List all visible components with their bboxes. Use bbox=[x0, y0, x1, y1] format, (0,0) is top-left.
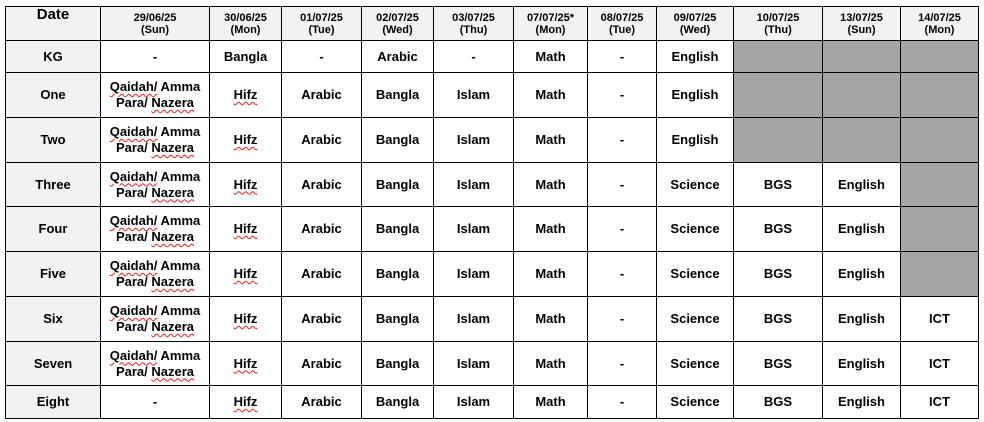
table-cell: Bangla bbox=[362, 73, 434, 118]
table-cell: - bbox=[588, 73, 657, 118]
table-cell: English bbox=[823, 207, 901, 252]
column-day: (Wed) bbox=[382, 23, 413, 36]
table-cell: ICT bbox=[901, 386, 979, 419]
cell-text: Nazera bbox=[151, 319, 195, 334]
row-label: One bbox=[6, 73, 101, 118]
table-cell: Math bbox=[514, 73, 588, 118]
cell-text: Qaidah/ bbox=[109, 79, 158, 94]
cell-text: Para/ bbox=[115, 229, 148, 244]
shaded-cell bbox=[734, 73, 823, 118]
date-header: Date bbox=[6, 7, 101, 41]
row-label: Two bbox=[6, 118, 101, 163]
table-cell: English bbox=[657, 118, 734, 163]
column-date: 14/07/25 bbox=[918, 11, 961, 24]
column-date: 08/07/25 bbox=[600, 11, 644, 24]
table-cell bbox=[210, 118, 282, 163]
table-cell: Bangla bbox=[362, 118, 434, 163]
cell-text: Qaidah/ bbox=[109, 124, 158, 139]
table-cell: Math bbox=[514, 297, 588, 342]
table-cell: Islam bbox=[434, 386, 514, 419]
table-cell: Arabic bbox=[282, 386, 362, 419]
table-cell: Islam bbox=[434, 252, 514, 297]
table-cell: Math bbox=[514, 252, 588, 297]
table-cell: Math bbox=[514, 163, 588, 207]
cell-text: Nazera bbox=[151, 95, 195, 110]
table-cell: - bbox=[101, 386, 210, 419]
cell-text: Amma bbox=[160, 124, 201, 139]
column-day: (Mon) bbox=[535, 23, 566, 36]
table-cell: Bangla bbox=[362, 163, 434, 207]
table-cell: English bbox=[823, 386, 901, 419]
column-header bbox=[657, 7, 734, 41]
table-row bbox=[6, 342, 979, 386]
column-date: 01/07/25 bbox=[300, 11, 343, 24]
table-cell: Math bbox=[514, 342, 588, 386]
table-cell: Islam bbox=[434, 297, 514, 342]
table-cell: Islam bbox=[434, 207, 514, 252]
shaded-cell bbox=[901, 118, 979, 163]
table-cell: ICT bbox=[901, 342, 979, 386]
cell-text: Qaidah/ bbox=[109, 347, 158, 363]
column-header bbox=[210, 7, 282, 41]
cell-text: Amma bbox=[160, 213, 201, 228]
cell-text: Para/ bbox=[115, 363, 148, 379]
table-cell: BGS bbox=[734, 386, 823, 419]
table-cell: - bbox=[101, 41, 210, 73]
cell-text: Amma bbox=[160, 258, 201, 273]
column-date: 10/07/25 bbox=[756, 11, 800, 24]
row-label: Seven bbox=[6, 342, 101, 386]
shaded-cell bbox=[734, 118, 823, 163]
cell-text: Nazera bbox=[151, 229, 195, 244]
cell-text: Hifz bbox=[233, 87, 258, 102]
table-cell: BGS bbox=[734, 163, 823, 207]
cell-text: Para/ bbox=[115, 319, 148, 334]
column-date: 03/07/25 bbox=[452, 11, 495, 24]
table-cell: - bbox=[282, 41, 362, 73]
table-cell: Bangla bbox=[362, 207, 434, 252]
exam-schedule-table bbox=[5, 6, 979, 419]
table-cell: Arabic bbox=[282, 252, 362, 297]
table-row bbox=[6, 118, 979, 163]
table-cell bbox=[101, 207, 210, 252]
table-cell: - bbox=[588, 41, 657, 73]
table-cell: Bangla bbox=[362, 342, 434, 386]
column-header bbox=[101, 7, 210, 41]
table-cell: - bbox=[588, 386, 657, 419]
column-day: (Thu) bbox=[764, 23, 792, 36]
cell-text: Hifz bbox=[233, 394, 258, 409]
cell-text: Hifz bbox=[233, 266, 258, 281]
cell-text: Hifz bbox=[233, 221, 258, 236]
cell-text: Amma bbox=[160, 347, 201, 363]
table-cell: English bbox=[657, 41, 734, 73]
table-cell: Math bbox=[514, 207, 588, 252]
cell-text: Nazera bbox=[151, 140, 195, 155]
table-cell bbox=[210, 386, 282, 419]
table-row bbox=[6, 41, 979, 73]
table-cell bbox=[101, 252, 210, 297]
table-cell: Bangla bbox=[362, 386, 434, 419]
table-row bbox=[6, 252, 979, 297]
table-cell: Islam bbox=[434, 163, 514, 207]
column-header bbox=[588, 7, 657, 41]
row-label: Five bbox=[6, 252, 101, 297]
column-day: (Thu) bbox=[459, 23, 488, 36]
cell-text: Nazera bbox=[151, 184, 195, 200]
column-date: 30/06/25 bbox=[224, 11, 267, 24]
table-cell: Science bbox=[657, 252, 734, 297]
cell-text: Amma bbox=[160, 303, 201, 318]
column-header bbox=[734, 7, 823, 41]
table-cell bbox=[101, 73, 210, 118]
table-cell: English bbox=[823, 342, 901, 386]
column-day: (Tue) bbox=[608, 23, 636, 36]
column-header bbox=[282, 7, 362, 41]
shaded-cell bbox=[823, 118, 901, 163]
table-cell: Islam bbox=[434, 73, 514, 118]
column-header bbox=[514, 7, 588, 41]
table-row bbox=[6, 207, 979, 252]
cell-text: Para/ bbox=[115, 140, 148, 155]
table-cell: Arabic bbox=[282, 297, 362, 342]
shaded-cell bbox=[734, 41, 823, 73]
table-cell: ICT bbox=[901, 297, 979, 342]
cell-text: Amma bbox=[160, 79, 201, 94]
table-cell: English bbox=[823, 163, 901, 207]
cell-text: Para/ bbox=[115, 184, 148, 200]
table-cell: - bbox=[588, 252, 657, 297]
table-cell: - bbox=[588, 118, 657, 163]
row-label: Three bbox=[6, 163, 101, 207]
column-day: (Mon) bbox=[924, 23, 955, 36]
table-cell: Bangla bbox=[362, 297, 434, 342]
table-cell: English bbox=[823, 297, 901, 342]
table-cell: Arabic bbox=[362, 41, 434, 73]
cell-text: Qaidah/ bbox=[109, 258, 158, 273]
table-cell bbox=[101, 118, 210, 163]
table-cell bbox=[210, 342, 282, 386]
table-cell: English bbox=[657, 73, 734, 118]
column-day: (Wed) bbox=[679, 23, 711, 36]
table-cell: BGS bbox=[734, 252, 823, 297]
cell-text: Nazera bbox=[151, 274, 195, 289]
header-row bbox=[6, 7, 979, 41]
cell-text: Para/ bbox=[115, 95, 148, 110]
row-label: KG bbox=[6, 41, 101, 73]
table-cell: Science bbox=[657, 163, 734, 207]
table-cell: Islam bbox=[434, 118, 514, 163]
table-cell bbox=[210, 297, 282, 342]
table-cell: Arabic bbox=[282, 118, 362, 163]
column-date: 02/07/25 bbox=[376, 11, 419, 24]
column-header bbox=[362, 7, 434, 41]
table-cell: BGS bbox=[734, 207, 823, 252]
table-cell bbox=[210, 252, 282, 297]
table-cell: Bangla bbox=[210, 41, 282, 73]
table-cell: - bbox=[434, 41, 514, 73]
row-label: Six bbox=[6, 297, 101, 342]
table-cell: Arabic bbox=[282, 342, 362, 386]
column-date: 13/07/25 bbox=[840, 11, 883, 24]
shaded-cell bbox=[901, 207, 979, 252]
shaded-cell bbox=[823, 41, 901, 73]
column-header bbox=[823, 7, 901, 41]
table-cell: Math bbox=[514, 118, 588, 163]
cell-text: Qaidah/ bbox=[109, 303, 158, 318]
table-cell bbox=[101, 342, 210, 386]
shaded-cell bbox=[901, 163, 979, 207]
table-cell: Science bbox=[657, 207, 734, 252]
table-cell: - bbox=[588, 342, 657, 386]
cell-text: Hifz bbox=[233, 355, 258, 371]
shaded-cell bbox=[823, 73, 901, 118]
table-cell: Bangla bbox=[362, 252, 434, 297]
cell-text: Para/ bbox=[115, 274, 148, 289]
cell-text: Nazera bbox=[151, 363, 195, 379]
cell-text: Hifz bbox=[233, 176, 258, 192]
column-day: (Sun) bbox=[847, 23, 876, 36]
table-cell: Math bbox=[514, 386, 588, 419]
table-cell: - bbox=[588, 297, 657, 342]
column-date: 29/06/25 bbox=[133, 11, 177, 24]
column-header bbox=[434, 7, 514, 41]
table-row bbox=[6, 297, 979, 342]
table-cell: BGS bbox=[734, 342, 823, 386]
table-cell: BGS bbox=[734, 297, 823, 342]
table-cell: Math bbox=[514, 41, 588, 73]
table-cell bbox=[101, 163, 210, 207]
table-cell: Arabic bbox=[282, 163, 362, 207]
table-cell: Science bbox=[657, 386, 734, 419]
row-label: Four bbox=[6, 207, 101, 252]
table-row bbox=[6, 73, 979, 118]
cell-text: Hifz bbox=[233, 311, 258, 326]
column-date: 09/07/25 bbox=[673, 11, 717, 24]
table-cell: Islam bbox=[434, 342, 514, 386]
table-cell: - bbox=[588, 207, 657, 252]
column-day: (Tue) bbox=[308, 23, 335, 36]
table-cell bbox=[210, 73, 282, 118]
row-label: Eight bbox=[6, 386, 101, 419]
column-header bbox=[901, 7, 979, 41]
column-day: (Sun) bbox=[140, 23, 170, 36]
shaded-cell bbox=[901, 252, 979, 297]
table-row bbox=[6, 163, 979, 207]
table-cell: Arabic bbox=[282, 207, 362, 252]
table-cell: - bbox=[588, 163, 657, 207]
cell-text: Hifz bbox=[233, 132, 258, 147]
table-cell: Science bbox=[657, 297, 734, 342]
shaded-cell bbox=[901, 73, 979, 118]
table-cell: English bbox=[823, 252, 901, 297]
cell-text: Amma bbox=[160, 168, 201, 184]
cell-text: Qaidah/ bbox=[109, 168, 158, 184]
table-cell bbox=[210, 207, 282, 252]
table-cell: Science bbox=[657, 342, 734, 386]
column-date: 07/07/25* bbox=[526, 11, 575, 24]
table-row bbox=[6, 386, 979, 419]
table-cell: Arabic bbox=[282, 73, 362, 118]
table-cell bbox=[101, 297, 210, 342]
table-cell bbox=[210, 163, 282, 207]
shaded-cell bbox=[901, 41, 979, 73]
cell-text: Qaidah/ bbox=[109, 213, 158, 228]
column-day: (Mon) bbox=[230, 23, 261, 36]
